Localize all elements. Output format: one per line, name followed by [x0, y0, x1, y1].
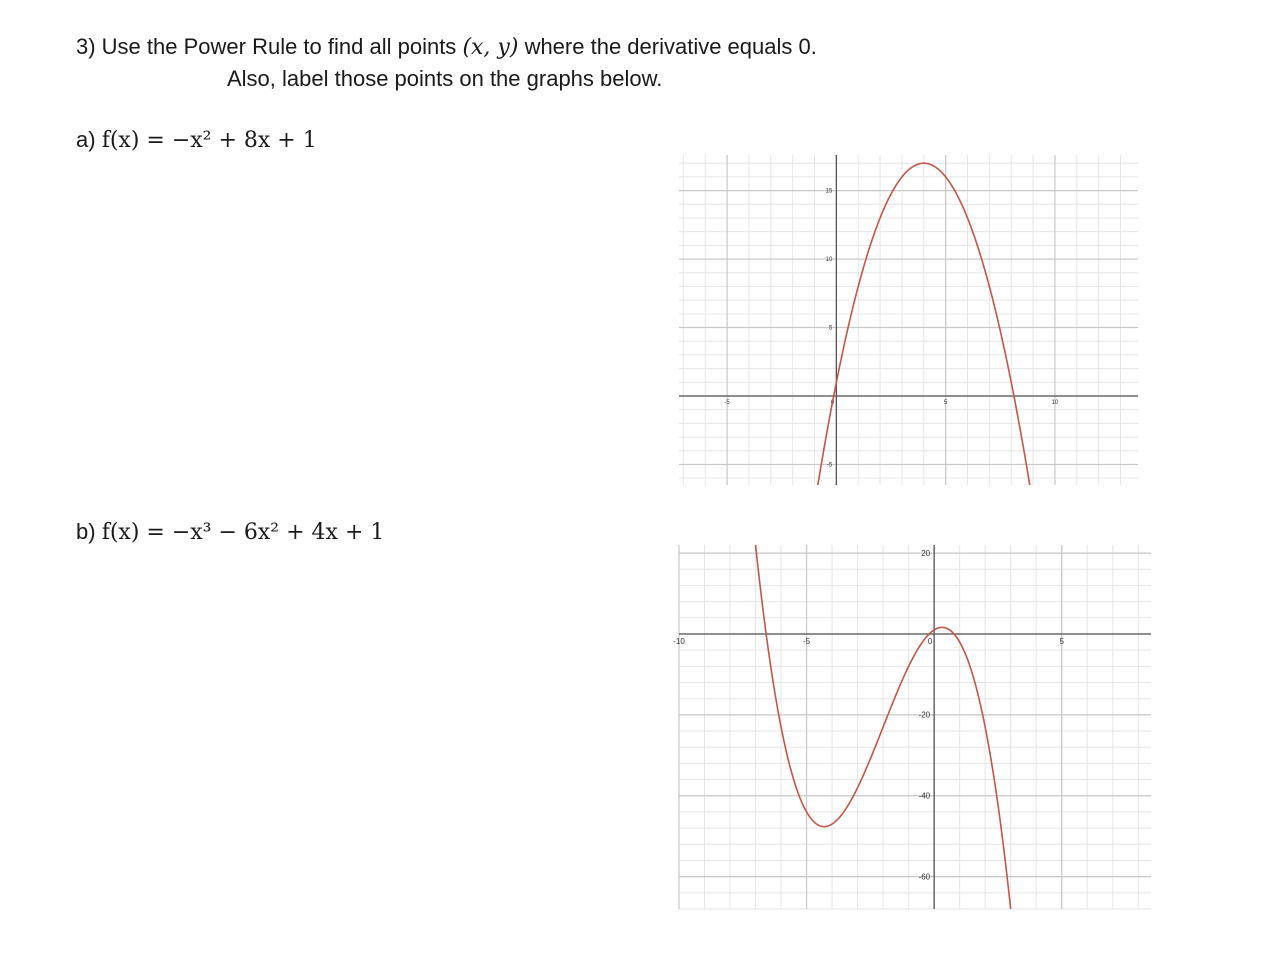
x-tick-label: 5 [943, 399, 948, 406]
x-tick-label: -5 [724, 399, 730, 406]
grid [679, 545, 1151, 909]
y-tick-label: 20 [921, 548, 931, 558]
y-tick-label: 10 [825, 257, 833, 264]
x-tick-label: 10 [1051, 399, 1059, 406]
point-expression: (x, y) [462, 35, 519, 60]
question-prefix: 3) Use the Power Rule to find all points [76, 34, 457, 59]
y-tick-label: -40 [918, 791, 931, 801]
y-tick-label: 5 [829, 325, 833, 332]
x-tick-label: 0 [927, 636, 933, 646]
y-tick-label: -20 [918, 710, 931, 720]
axes [673, 545, 1151, 909]
x-tick-label: -5 [803, 636, 811, 646]
question-line-1 [76, 34, 817, 60]
x-tick-label: -10 [673, 636, 685, 646]
question-line-2: Also, label those points on the graphs below. [227, 66, 663, 91]
question-suffix: where the derivative equals 0. [524, 34, 817, 59]
part-b-label: b) [76, 519, 96, 544]
x-tick-label: 5 [1059, 636, 1064, 646]
part-a-function: f(x) = −x² + 8x + 1 [101, 128, 317, 153]
part-a-heading [76, 127, 317, 153]
graph-a [679, 155, 1138, 485]
y-tick-label: 15 [825, 188, 833, 195]
part-b-heading [76, 519, 384, 545]
part-a-label: a) [76, 127, 96, 152]
x-tick-label: 0 [830, 399, 835, 406]
graph-b [673, 545, 1151, 909]
y-tick-label: -5 [827, 462, 833, 469]
y-tick-label: -60 [918, 872, 931, 882]
part-b-function: f(x) = −x³ − 6x² + 4x + 1 [101, 520, 385, 545]
grid [679, 155, 1138, 485]
